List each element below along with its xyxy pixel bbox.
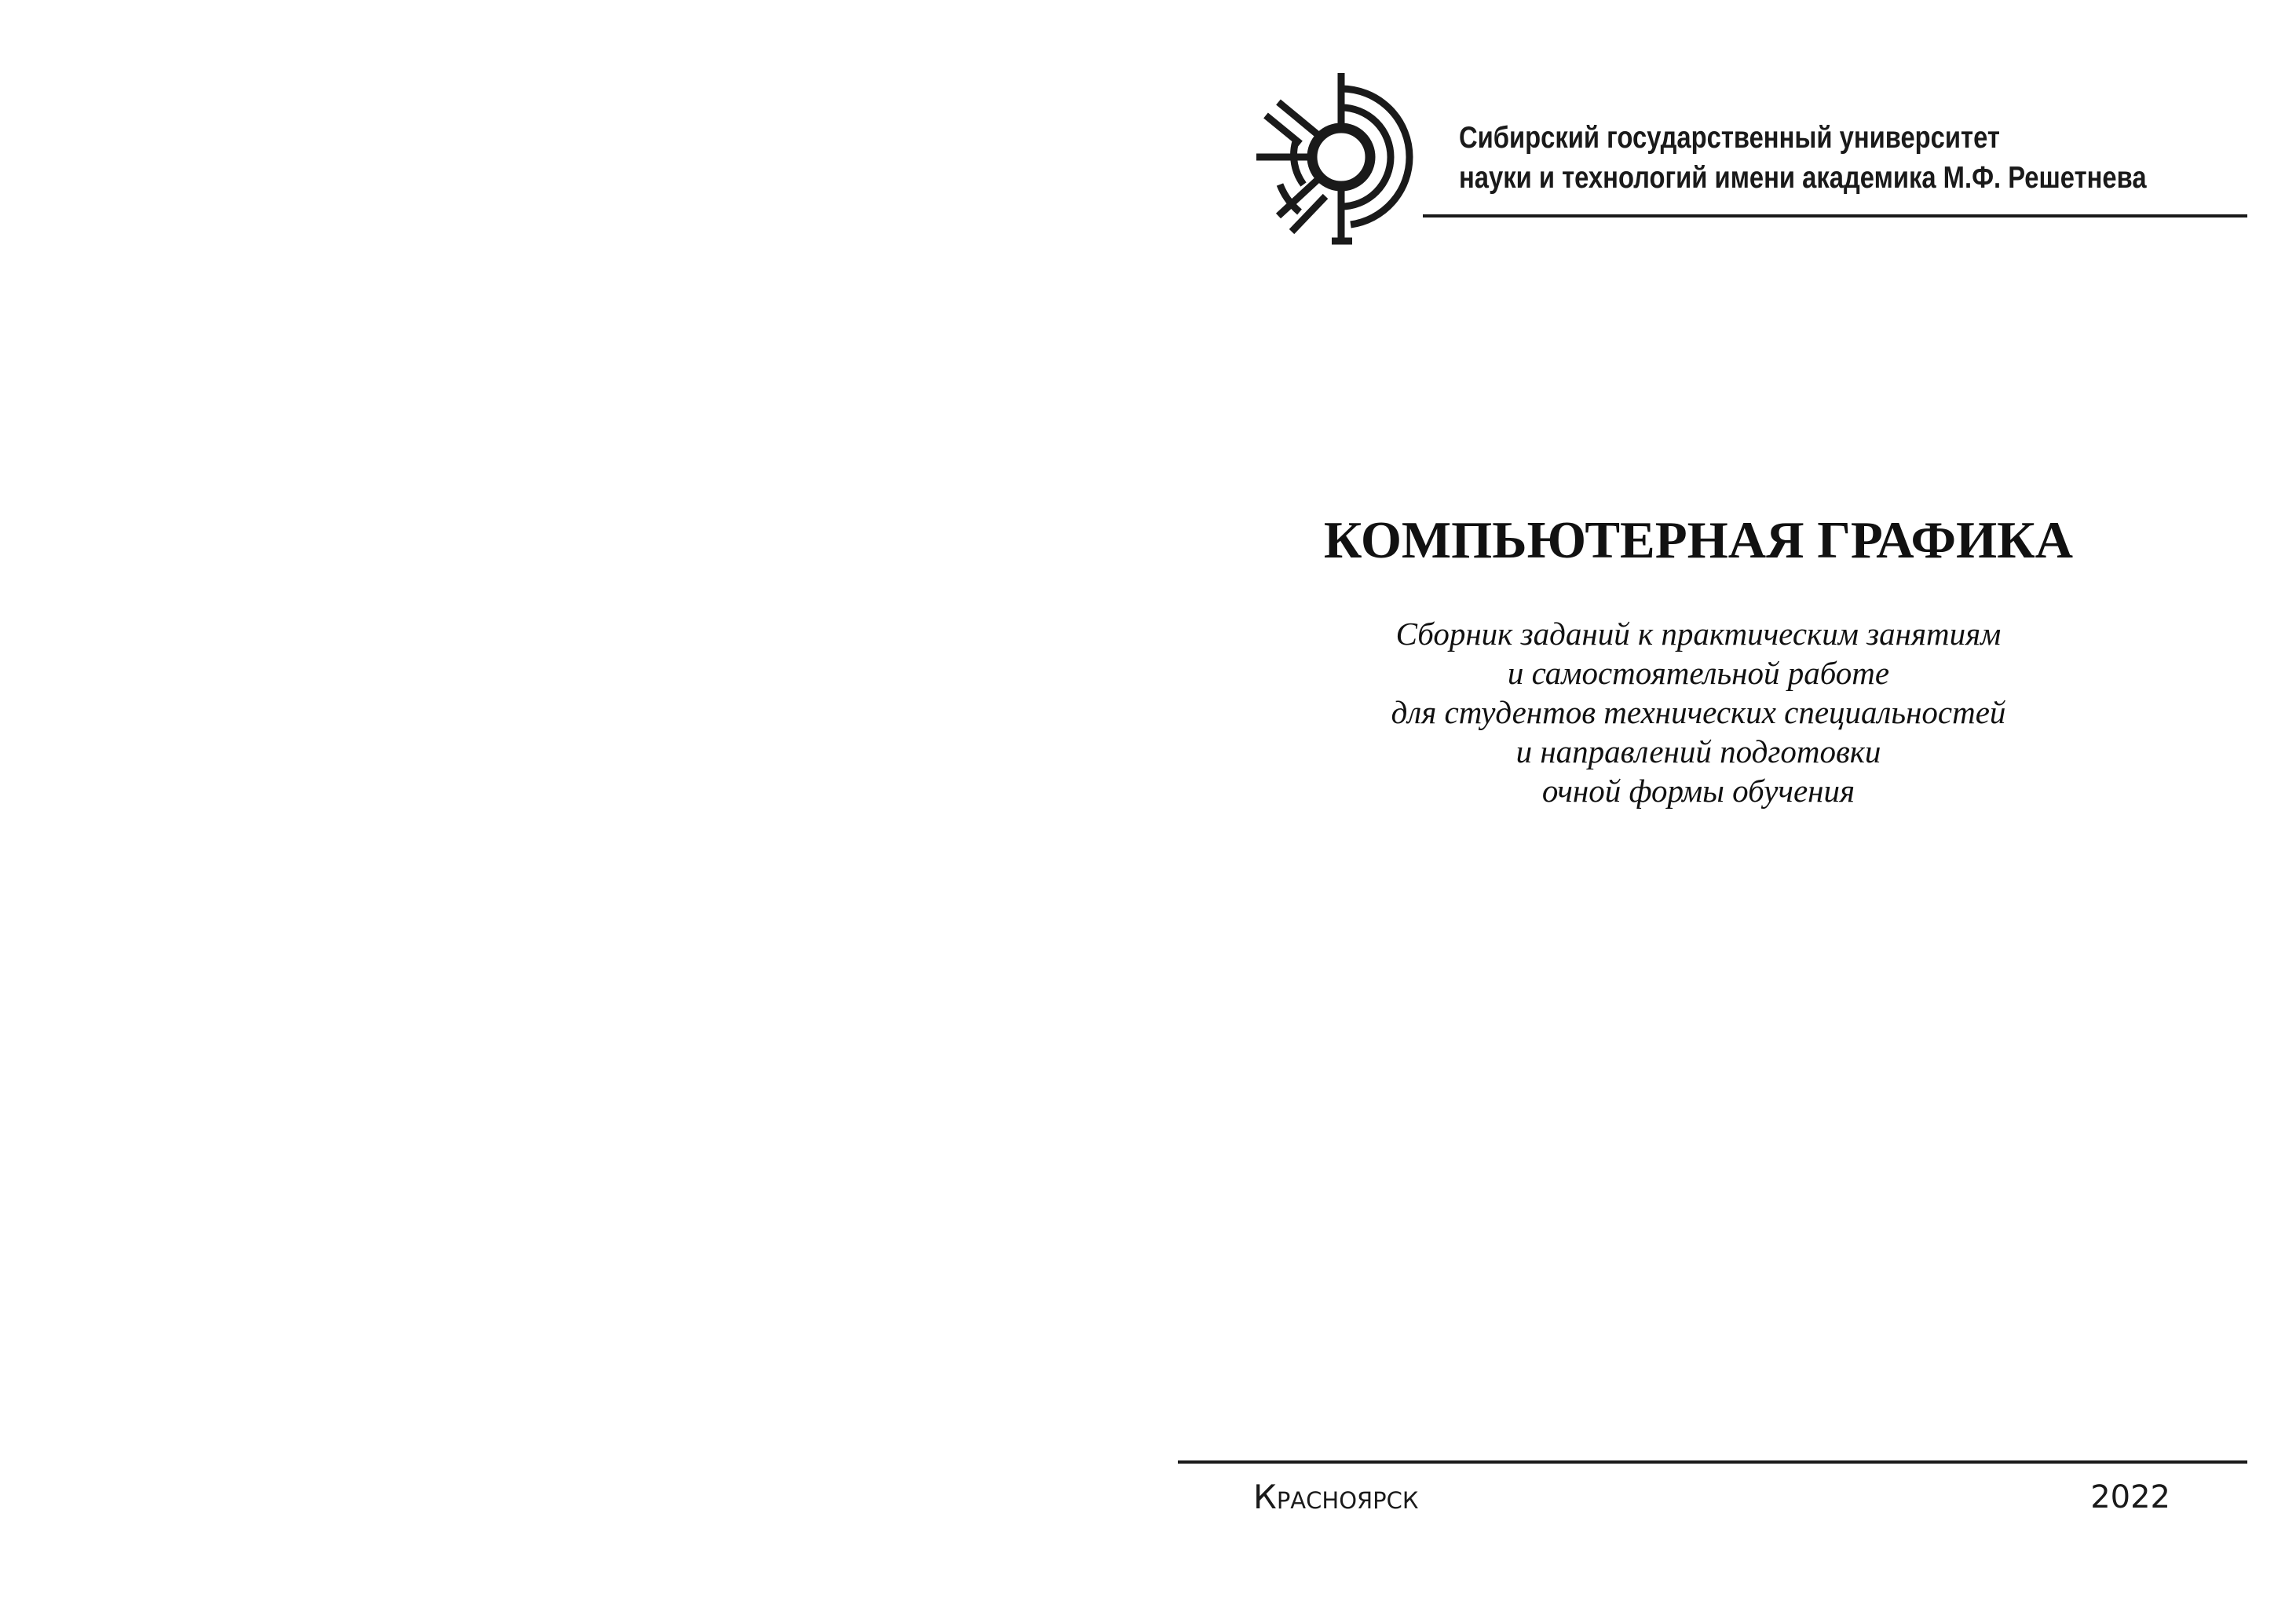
document-title: КОМПЬЮТЕРНАЯ ГРАФИКА <box>1323 511 2074 569</box>
publication-year: 2022 <box>2090 1479 2170 1515</box>
publication-city: Красноярск <box>1253 1478 1419 1516</box>
subtitle-line: и самостоятельной работе <box>1507 655 1890 691</box>
subtitle-line: для студентов технических специальностей <box>1391 694 2006 730</box>
university-name <box>1459 118 2147 198</box>
subtitle-line: очной формы обучения <box>1541 773 1855 809</box>
header-divider <box>1423 214 2247 217</box>
document-subtitle <box>1178 614 2219 810</box>
university-name-line2: науки и технологий имени академика М.Ф. Решетнева <box>1459 161 2147 195</box>
university-emblem-icon <box>1256 67 1425 247</box>
subtitle-line: Сборник заданий к практическим занятиям <box>1395 616 2002 652</box>
footer-divider <box>1178 1460 2247 1464</box>
subtitle-line: и направлений подготовки <box>1515 733 1881 769</box>
university-name-line1: Сибирский государственный университет <box>1459 121 2000 155</box>
